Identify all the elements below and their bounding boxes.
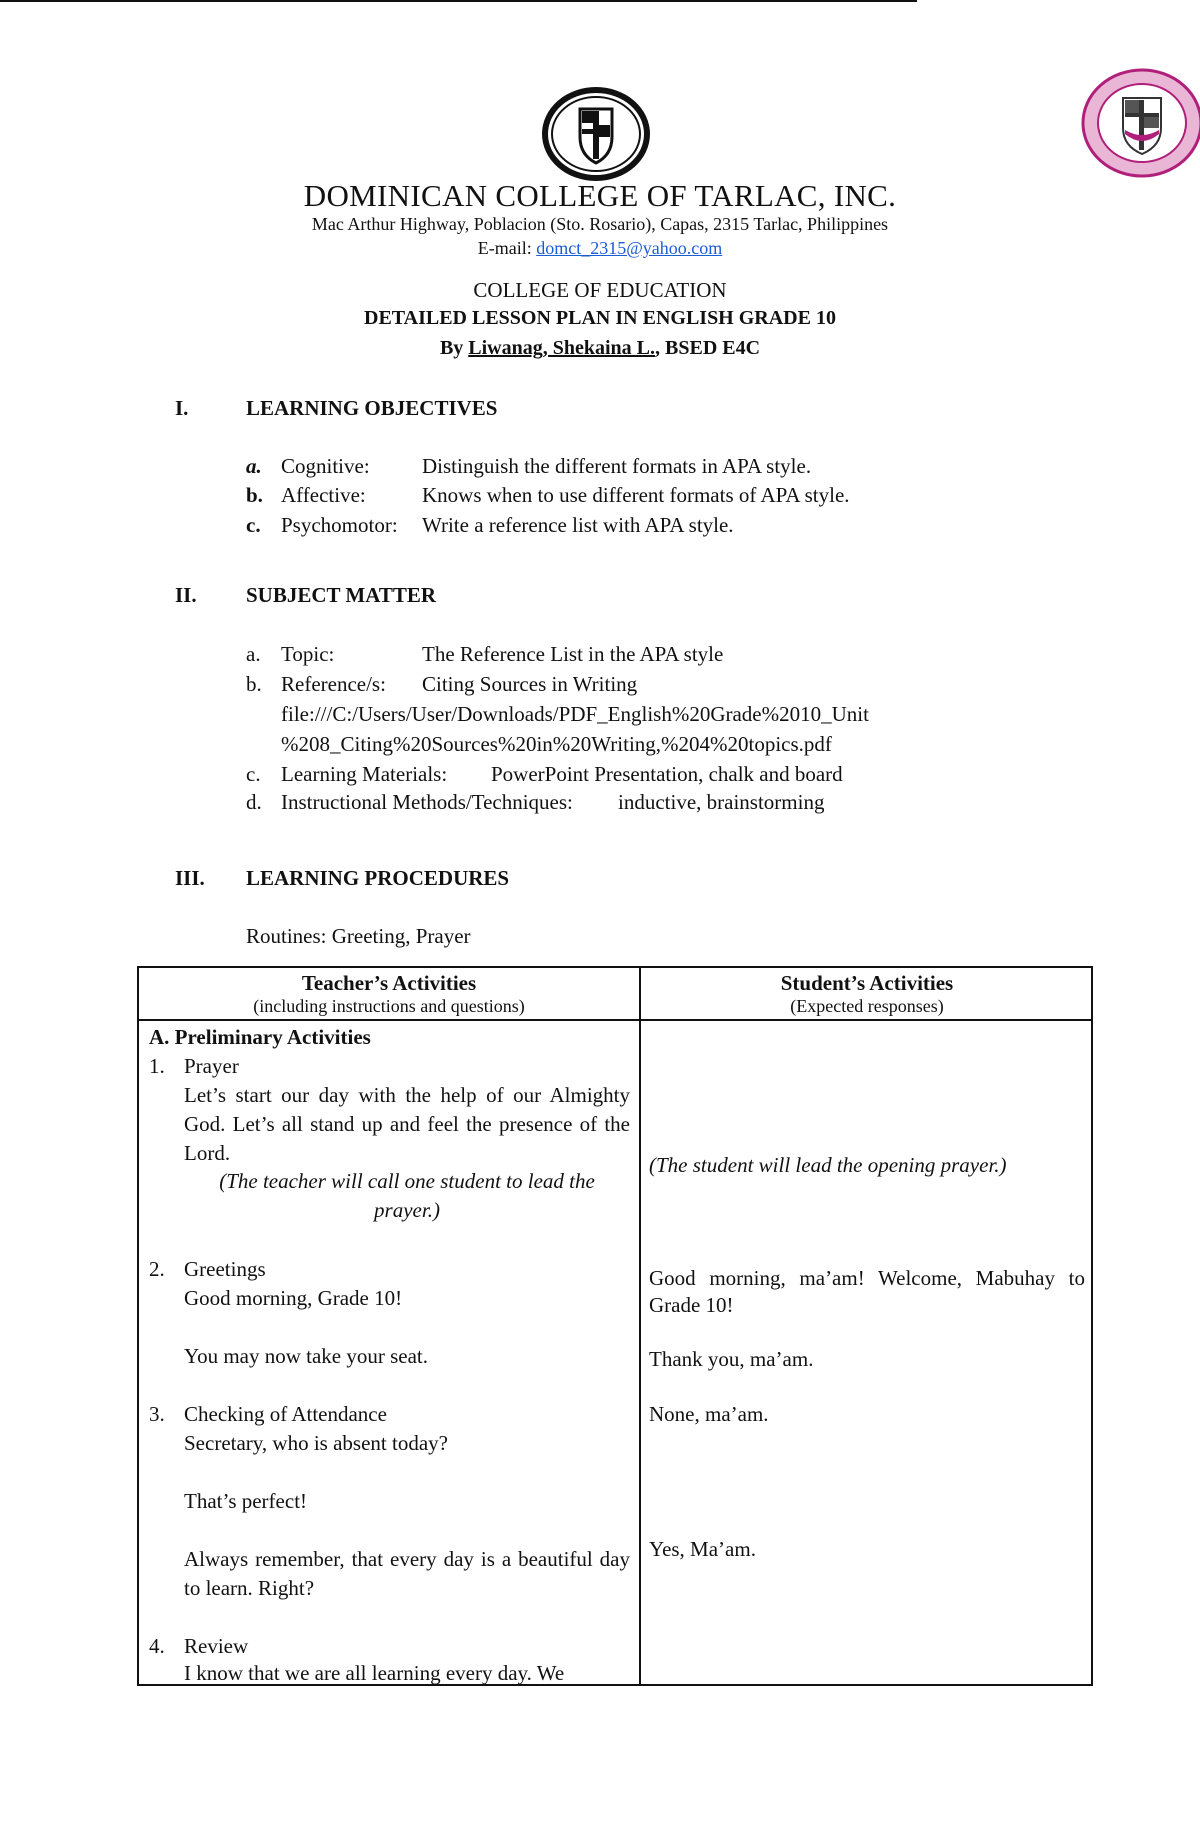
attendance-response: None, ma’am.	[649, 1402, 769, 1426]
seat-instruction: You may now take your seat.	[184, 1344, 429, 1368]
topic-value: The Reference List in the APA style	[422, 642, 724, 666]
teacher-column-subheader: (including instructions and questions)	[253, 996, 525, 1016]
step-title: Greetings	[184, 1257, 266, 1281]
reference-path: %208_Citing%20Sources%20in%20Writing,%204%20topics.pdf	[281, 732, 832, 756]
greeting-text: Good morning, Grade 10!	[184, 1286, 403, 1310]
column-divider	[639, 968, 641, 1684]
remember-text: Always remember, that every day is a beautiful day to learn. Right?	[184, 1547, 630, 1600]
step-number: 4.	[149, 1634, 165, 1658]
reference-value: Citing Sources in Writing	[422, 672, 638, 696]
teacher-column-header: Teacher’s Activities	[301, 971, 477, 995]
perfect-remark: That’s perfect!	[184, 1489, 308, 1513]
author-byline	[0, 337, 1200, 360]
topic-label: Topic:	[281, 642, 335, 666]
student-column-header: Student’s Activities	[780, 971, 954, 995]
college-name: DOMINICAN COLLEGE OF TARLAC, INC.	[303, 178, 897, 213]
methods-value: inductive, brainstorming	[618, 790, 825, 814]
greeting-response: Good morning, ma’am! Welcome, Mabuhay to Grade 10!	[649, 1266, 1085, 1317]
header-divider	[139, 1019, 1091, 1021]
section-title-objectives: LEARNING OBJECTIVES	[246, 396, 498, 420]
materials-label: Learning Materials:	[281, 762, 448, 786]
list-letter: a.	[246, 454, 262, 478]
attendance-question: Secretary, who is absent today?	[184, 1431, 448, 1455]
step-number: 2.	[149, 1257, 165, 1281]
objective-label: Cognitive:	[281, 454, 370, 478]
author-name: Liwanag, Shekaina L.	[468, 337, 656, 359]
step-number: 1.	[149, 1054, 165, 1078]
objective-text: Write a reference list with APA style.	[422, 513, 734, 537]
remember-response: Yes, Ma’am.	[649, 1537, 756, 1561]
by-label: By	[439, 337, 469, 359]
email-label: E-mail:	[477, 238, 537, 258]
step-number: 3.	[149, 1402, 165, 1426]
college-seal-logo	[540, 85, 652, 183]
department-title: COLLEGE OF EDUCATION	[473, 278, 727, 302]
lesson-plan-title: DETAILED LESSON PLAN IN ENGLISH GRADE 10	[364, 307, 836, 329]
section-number: II.	[175, 583, 197, 607]
preliminary-activities-heading: A. Preliminary Activities	[149, 1025, 371, 1049]
list-letter: c.	[246, 513, 261, 537]
prayer-instruction: Let’s start our day with the help of our Almighty God. Let’s all stand up and feel the presence of the Lord.	[184, 1083, 630, 1165]
section-title-procedures: LEARNING PROCEDURES	[246, 866, 510, 890]
prayer-response: (The student will lead the opening prayer.)	[649, 1153, 1007, 1177]
reference-path: file:///C:/Users/User/Downloads/PDF_English%20Grade%2010_Unit	[281, 702, 869, 726]
objective-text: Distinguish the different formats in APA style.	[422, 454, 812, 478]
materials-value: PowerPoint Presentation, chalk and board	[491, 762, 843, 786]
email-link[interactable]: domct_2315@yahoo.com	[536, 238, 723, 258]
step-title: Checking of Attendance	[184, 1402, 387, 1426]
step-title: Prayer	[184, 1054, 239, 1078]
email-line	[0, 238, 1200, 259]
objective-label: Affective:	[281, 483, 366, 507]
lesson-activities-table	[137, 966, 1093, 1686]
list-letter: a.	[246, 642, 261, 666]
section-number: I.	[175, 396, 189, 420]
college-address: Mac Arthur Highway, Poblacion (Sto. Rosario), Capas, 2315 Tarlac, Philippines	[311, 214, 889, 234]
header-divider	[0, 0, 917, 2]
objective-label: Psychomotor:	[281, 513, 398, 537]
author-degree: , BSED E4C	[655, 337, 761, 359]
list-letter: d.	[246, 790, 262, 814]
section-title-subject-matter: SUBJECT MATTER	[246, 583, 437, 607]
review-text: I know that we are all learning every day. We	[184, 1661, 565, 1685]
list-letter: b.	[246, 672, 262, 696]
section-number: III.	[175, 866, 205, 890]
routines-line: Routines: Greeting, Prayer	[246, 924, 471, 948]
list-letter: c.	[246, 762, 261, 786]
list-letter: b.	[246, 483, 263, 507]
reference-label: Reference/s:	[281, 672, 386, 696]
student-column-subheader: (Expected responses)	[790, 996, 944, 1016]
high-school-seal-logo	[1081, 68, 1200, 178]
step-title: Review	[184, 1634, 249, 1658]
methods-label: Instructional Methods/Techniques:	[281, 790, 573, 814]
seat-response: Thank you, ma’am.	[649, 1347, 814, 1371]
prayer-note: (The teacher will call one student to lead the prayer.)	[219, 1169, 595, 1222]
objective-text: Knows when to use different formats of APA style.	[422, 483, 850, 507]
